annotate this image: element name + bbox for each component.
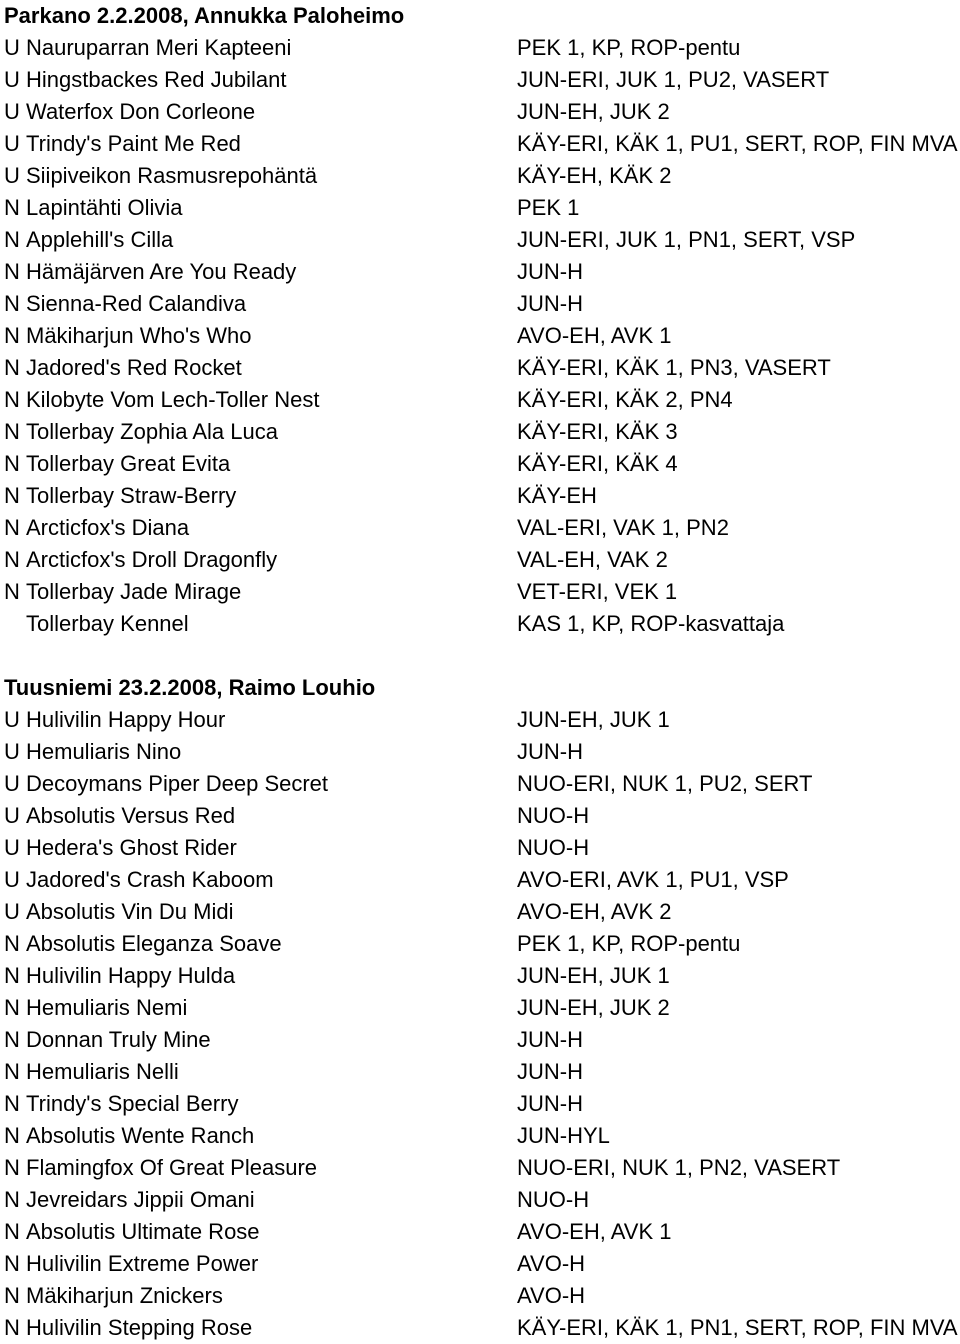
sex-code: N (4, 259, 20, 284)
sex-code: U (4, 707, 20, 732)
sex-code: U (4, 131, 20, 156)
dog-name: Absolutis Ultimate Rose (26, 1219, 260, 1244)
result-text: JUN-ERI, JUK 1, PN1, SERT, VSP (517, 227, 856, 252)
entry-row (4, 160, 960, 192)
dog-name: Hulivilin Stepping Rose (26, 1315, 253, 1340)
sex-code: U (4, 739, 20, 764)
dog-name: Hemuliaris Nino (26, 739, 182, 764)
sex-code: N (4, 995, 20, 1020)
result-text: JUN-H (517, 259, 583, 284)
result-text: KÄY-ERI, KÄK 1, PN1, SERT, ROP, FIN MVA (517, 1315, 958, 1340)
entry-row (4, 96, 960, 128)
result-text: JUN-HYL (517, 1123, 610, 1148)
entry-row (4, 320, 960, 352)
sex-code: N (4, 547, 20, 572)
sex-code: N (4, 387, 20, 412)
result-text: JUN-H (517, 739, 583, 764)
dog-name: Lapintähti Olivia (26, 195, 183, 220)
dog-name: Sienna-Red Calandiva (26, 291, 247, 316)
dog-name: Flamingfox Of Great Pleasure (26, 1155, 318, 1180)
dog-name: Siipiveikon Rasmusrepohäntä (26, 163, 318, 188)
result-text: JUN-H (517, 1091, 583, 1116)
entry-row (4, 256, 960, 288)
entry-row (4, 416, 960, 448)
entry-row (4, 896, 960, 928)
result-text: JUN-EH, JUK 1 (517, 707, 670, 732)
show-section (4, 672, 960, 1344)
result-text: VAL-ERI, VAK 1, PN2 (517, 515, 729, 540)
entry-row (4, 928, 960, 960)
sex-code: N (4, 1123, 20, 1148)
dog-name: Decoymans Piper Deep Secret (26, 771, 329, 796)
result-text: AVO-EH, AVK 2 (517, 899, 672, 924)
entry-row (4, 1248, 960, 1280)
sex-code: U (4, 771, 20, 796)
entry-row (4, 800, 960, 832)
result-text: NUO-ERI, NUK 1, PU2, SERT (517, 771, 813, 796)
dog-name: Absolutis Vin Du Midi (26, 899, 234, 924)
result-text: JUN-EH, JUK 2 (517, 99, 670, 124)
result-text: VAL-EH, VAK 2 (517, 547, 668, 572)
sex-code: N (4, 419, 20, 444)
result-text: KÄY-ERI, KÄK 4 (517, 451, 678, 476)
sex-code: N (4, 1219, 20, 1244)
entry-row (4, 192, 960, 224)
sex-code: N (4, 1283, 20, 1308)
dog-name: Jevreidars Jippii Omani (26, 1187, 255, 1212)
result-text: JUN-H (517, 291, 583, 316)
sex-code: N (4, 355, 20, 380)
results-document (4, 0, 960, 1344)
sex-code: U (4, 899, 20, 924)
sex-code: U (4, 163, 20, 188)
dog-name: Arcticfox's Droll Dragonfly (26, 547, 278, 572)
result-text: AVO-EH, AVK 1 (517, 1219, 672, 1244)
dog-name: Hemuliaris Nelli (26, 1059, 179, 1084)
entry-row (4, 480, 960, 512)
sex-code: N (4, 1059, 20, 1084)
dog-name: Nauruparran Meri Kapteeni (26, 35, 292, 60)
entry-row (4, 832, 960, 864)
dog-name: Jadored's Red Rocket (26, 355, 242, 380)
dog-name: Tollerbay Straw-Berry (26, 483, 237, 508)
sex-code: N (4, 323, 20, 348)
result-text: NUO-ERI, NUK 1, PN2, VASERT (517, 1155, 841, 1180)
dog-name: Mäkiharjun Znickers (26, 1283, 223, 1308)
sex-code: N (4, 195, 20, 220)
result-text: KÄY-ERI, KÄK 2, PN4 (517, 387, 733, 412)
dog-name: Absolutis Wente Ranch (26, 1123, 255, 1148)
entry-row (4, 1312, 960, 1344)
entry-row (4, 1216, 960, 1248)
entry-row (4, 32, 960, 64)
sex-code: N (4, 291, 20, 316)
dog-name: Hedera's Ghost Rider (26, 835, 237, 860)
entry-row (4, 1088, 960, 1120)
dog-name: Arcticfox's Diana (26, 515, 190, 540)
sex-code: N (4, 483, 20, 508)
entry-row (4, 992, 960, 1024)
result-text: JUN-EH, JUK 1 (517, 963, 670, 988)
entry-row (4, 1184, 960, 1216)
result-text: KÄY-EH (517, 483, 597, 508)
result-text: JUN-H (517, 1027, 583, 1052)
sex-code: N (4, 1251, 20, 1276)
entry-row (4, 864, 960, 896)
dog-name: Donnan Truly Mine (26, 1027, 211, 1052)
dog-name: Trindy's Paint Me Red (26, 131, 241, 156)
dog-name: Hulivilin Extreme Power (26, 1251, 259, 1276)
entry-row (4, 608, 960, 640)
result-text: PEK 1, KP, ROP-pentu (517, 931, 741, 956)
entry-list (4, 704, 960, 1344)
dog-name: Hemuliaris Nemi (26, 995, 188, 1020)
result-text: AVO-H (517, 1283, 586, 1308)
sex-code: N (4, 515, 20, 540)
entry-list (4, 32, 960, 640)
entry-row (4, 224, 960, 256)
result-text: NUO-H (517, 1187, 590, 1212)
dog-name: Hulivilin Happy Hour (26, 707, 226, 732)
dog-name: Applehill's Cilla (26, 227, 174, 252)
sex-code: U (4, 803, 20, 828)
dog-name: Absolutis Versus Red (26, 803, 236, 828)
result-text: JUN-ERI, JUK 1, PU2, VASERT (517, 67, 830, 92)
show-section (4, 0, 960, 640)
dog-name: Trindy's Special Berry (26, 1091, 239, 1116)
sex-code: U (4, 867, 20, 892)
result-text: KÄY-ERI, KÄK 3 (517, 419, 678, 444)
entry-row (4, 576, 960, 608)
sex-code: U (4, 35, 20, 60)
result-text: PEK 1 (517, 195, 580, 220)
result-text: KÄY-ERI, KÄK 1, PU1, SERT, ROP, FIN MVA (517, 131, 958, 156)
entry-row (4, 352, 960, 384)
sex-code: U (4, 67, 20, 92)
dog-name: Hulivilin Happy Hulda (26, 963, 236, 988)
result-text: VET-ERI, VEK 1 (517, 579, 678, 604)
dog-name: Tollerbay Great Evita (26, 451, 231, 476)
show-title: Tuusniemi 23.2.2008, Raimo Louhio (4, 675, 376, 700)
sex-code: N (4, 1091, 20, 1116)
result-text: NUO-H (517, 835, 590, 860)
entry-row (4, 384, 960, 416)
entry-row (4, 128, 960, 160)
entry-row (4, 448, 960, 480)
result-text: KÄY-EH, KÄK 2 (517, 163, 672, 188)
result-text: KAS 1, KP, ROP-kasvattaja (517, 611, 785, 636)
dog-name: Hämäjärven Are You Ready (26, 259, 297, 284)
sex-code: N (4, 451, 20, 476)
sex-code: N (4, 931, 20, 956)
dog-name: Mäkiharjun Who's Who (26, 323, 252, 348)
dog-name: Kilobyte Vom Lech-Toller Nest (26, 387, 320, 412)
sex-code: U (4, 99, 20, 124)
entry-row (4, 288, 960, 320)
sex-code: N (4, 579, 20, 604)
result-text: JUN-H (517, 1059, 583, 1084)
sex-code: U (4, 835, 20, 860)
dog-name: Absolutis Eleganza Soave (26, 931, 282, 956)
show-title: Parkano 2.2.2008, Annukka Paloheimo (4, 3, 405, 28)
result-text: JUN-EH, JUK 2 (517, 995, 670, 1020)
entry-row (4, 544, 960, 576)
entry-row (4, 736, 960, 768)
entry-row (4, 64, 960, 96)
dog-name: Tollerbay Zophia Ala Luca (26, 419, 278, 444)
result-text: PEK 1, KP, ROP-pentu (517, 35, 741, 60)
entry-row (4, 1152, 960, 1184)
sex-code: N (4, 1187, 20, 1212)
entry-row (4, 1056, 960, 1088)
entry-row (4, 1024, 960, 1056)
dog-name: Tollerbay Jade Mirage (26, 579, 242, 604)
dog-name: Tollerbay Kennel (26, 611, 189, 636)
entry-row (4, 960, 960, 992)
dog-name: Jadored's Crash Kaboom (26, 867, 274, 892)
entry-row (4, 1280, 960, 1312)
sex-code: N (4, 1155, 20, 1180)
entry-row (4, 512, 960, 544)
sex-code: N (4, 963, 20, 988)
sex-code: N (4, 1315, 20, 1340)
entry-row (4, 704, 960, 736)
result-text: AVO-H (517, 1251, 586, 1276)
entry-row (4, 1120, 960, 1152)
dog-name: Hingstbackes Red Jubilant (26, 67, 287, 92)
sex-code: N (4, 1027, 20, 1052)
sex-code: N (4, 227, 20, 252)
result-text: NUO-H (517, 803, 590, 828)
result-text: AVO-ERI, AVK 1, PU1, VSP (517, 867, 789, 892)
dog-name: Waterfox Don Corleone (26, 99, 256, 124)
result-text: AVO-EH, AVK 1 (517, 323, 672, 348)
entry-row (4, 768, 960, 800)
result-text: KÄY-ERI, KÄK 1, PN3, VASERT (517, 355, 831, 380)
